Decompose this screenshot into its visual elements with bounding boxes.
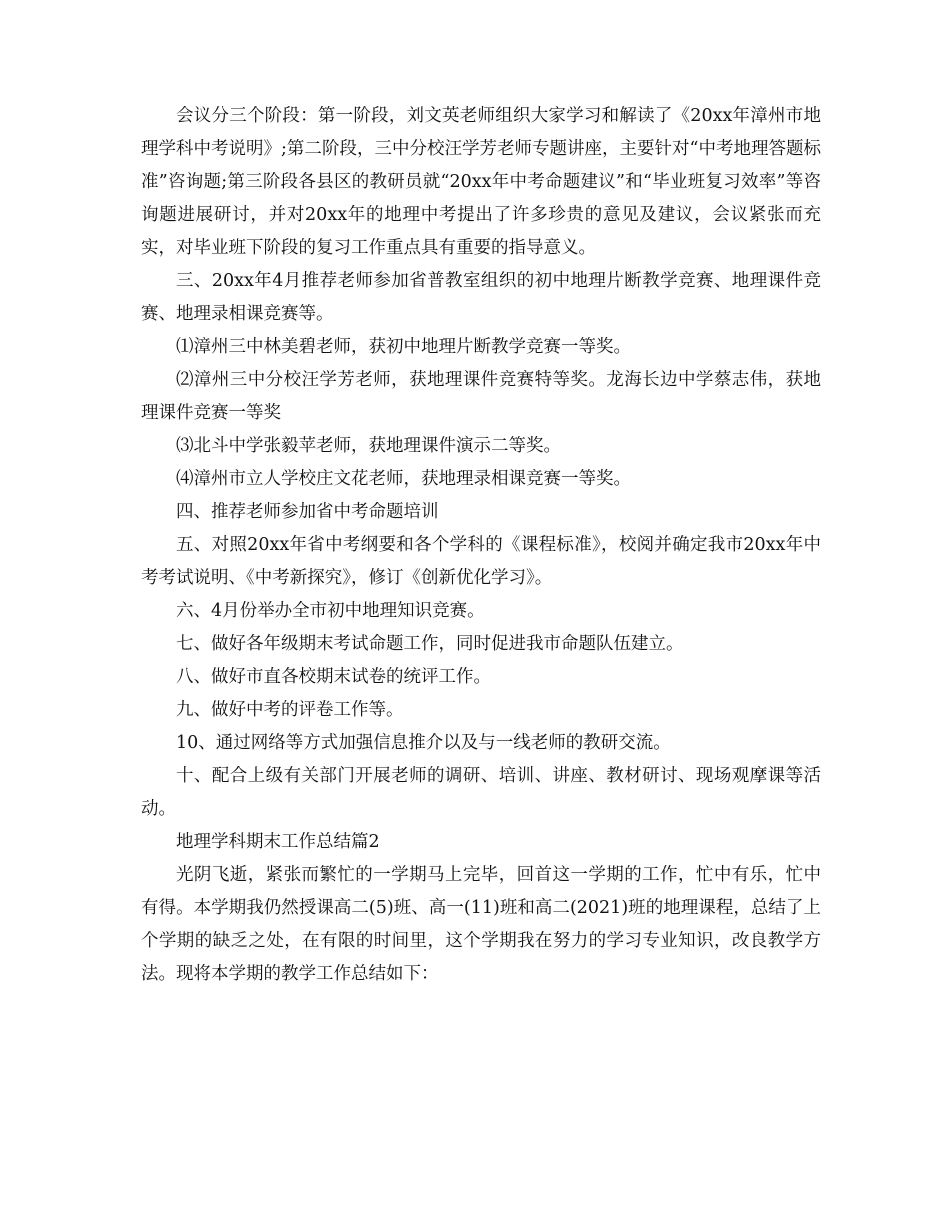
section-heading: 地理学科期末工作总结篇2	[176, 832, 380, 852]
paragraph-award-2: ⑵漳州三中分校汪学芳老师，获地理课件竞赛特等奖。龙海长边中学蔡志伟，获地理课件竞赛一等奖	[141, 370, 821, 423]
paragraph-item-10: 10、通过网络等方式加强信息推介以及与一线老师的教研交流。	[176, 733, 671, 753]
paragraph-item-5: 五、对照20xx年省中考纲要和各个学科的《课程标准》，校阅并确定我市20xx年中考考试说明、《中考新探究》，修订《创新优化学习》。	[141, 535, 821, 588]
paragraph-award-1: ⑴漳州三中林美碧老师，获初中地理片断教学竞赛一等奖。	[176, 337, 631, 357]
paragraph-item-11: 十、配合上级有关部门开展老师的调研、培训、讲座、教材研讨、现场观摩课等活动。	[141, 766, 821, 819]
paragraph-item-4: 四、推荐老师参加省中考命题培训	[176, 502, 439, 522]
paragraph-item-7: 七、做好各年级期末考试命题工作，同时促进我市命题队伍建立。	[176, 634, 684, 654]
document-page	[141, 100, 821, 991]
paragraph-item-8: 八、做好市直各校期末试卷的统评工作。	[176, 667, 491, 687]
paragraph-summary-intro: 光阴飞逝，紧张而繁忙的一学期马上完毕，回首这一学期的工作，忙中有乐，忙中有得。本学期我仍然授课高二(5)班、高一(11)班和高二(2021)班的地理课程，总结了上个学期的缺乏之处，在有限的时间里，这个学期我在努力的学习专业知识，改良教学方法。现将本学期的教学工作总结如下：	[141, 865, 821, 984]
paragraph-item-6: 六、4月份举办全市初中地理知识竞赛。	[176, 601, 485, 621]
paragraph-award-4: ⑷漳州市立人学校庄文花老师，获地理录相课竞赛一等奖。	[176, 469, 631, 489]
paragraph-award-3: ⑶北斗中学张毅苹老师，获地理课件演示二等奖。	[176, 436, 561, 456]
paragraph-item-9: 九、做好中考的评卷工作等。	[176, 700, 404, 720]
paragraph-item-3: 三、20xx年4月推荐老师参加省普教室组织的初中地理片断教学竞赛、地理课件竞赛、地理录相课竞赛等。	[141, 271, 821, 324]
paragraph-meeting-stages: 会议分三个阶段：第一阶段，刘文英老师组织大家学习和解读了《20xx年漳州市地理学科中考说明》;第二阶段，三中分校汪学芳老师专题讲座，主要针对“中考地理答题标准”咨询题;第三阶段各县区的教研员就“20xx年中考命题建议”和“毕业班复习效率”等咨询题进展研讨，并对20xx年的地理中考提出了许多珍贵的意见及建议，会议紧张而充实，对毕业班下阶段的复习工作重点具有重要的指导意义。	[141, 106, 821, 258]
